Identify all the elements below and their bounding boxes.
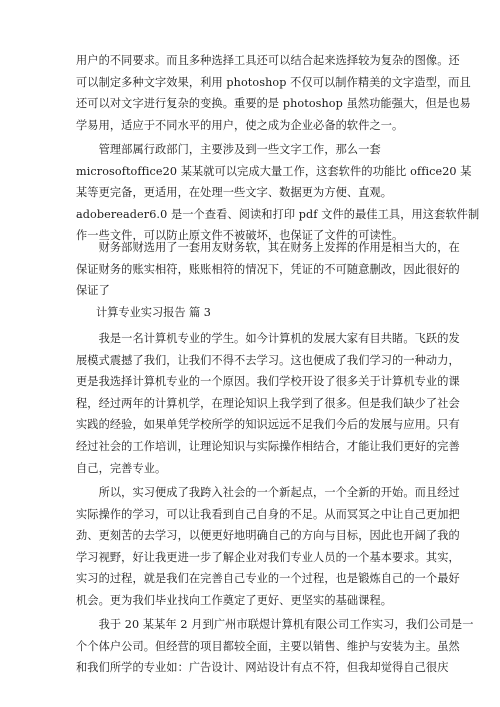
text-line: 展模式震撼了我们，让我们不得不去学习。这也便成了我们学习的一种动力，	[76, 353, 460, 367]
paragraph-internship-start	[76, 482, 460, 612]
text-line: 我是一名计算机专业的学生。如今计算机的发展大家有目共睹。飞跃的发	[76, 332, 460, 345]
text-line: adobereader6.0 是一个查看、阅读和打印 pdf 文件的最佳工具，用这套软件制	[76, 207, 480, 221]
text-line: microsoftoffice20 某某就可以完成大量工作，这套软件的功能比 office20 某	[76, 164, 472, 178]
text-line: 个个体户公司。但经营的项目都较全面，主要以销售、维护与安装为主。虽然	[76, 639, 460, 653]
text-line: 劲、更刻苦的去学习，以便更好地明确自己的方向与目标，因此也开阔了我的	[76, 529, 460, 543]
text-line: 学易用，适应于不同水平的用户，使之成为企业必备的软件之一。	[76, 118, 404, 132]
text-line: 自己，完善专业。	[76, 461, 167, 475]
text-line: 作一些文件，可以防止原文件不被破坏，也保证了文件的可读性。	[76, 229, 404, 243]
text-line: 程，经过两年的计算机学，在理论知识上我学到了很多。但是我们缺少了社会	[76, 396, 460, 410]
text-line: 学习视野，好让我更进一步了解企业对我们专业人员的一个基本要求。其实，	[76, 550, 460, 564]
paragraph-photoshop	[76, 50, 471, 136]
text-line: 可以制定多种文字效果，利用 photoshop 不仅可以制作精美的文字造型，而且	[76, 75, 471, 89]
text-line: 我于 20 某某年 2 月到广州市联煜计算机有限公司工作实习，我们公司是一	[76, 618, 474, 631]
text-line: 保证了	[76, 284, 110, 298]
text-line: 某等更完备，更适用，在处理一些文字、数据更为方便、直观。	[76, 186, 393, 200]
text-line: 保证财务的账实相符，账账相符的情况下，凭证的不可随意删改，因此很好的	[76, 262, 460, 276]
paragraph-intro-student	[76, 328, 460, 479]
text-line: 用户的不同要求。而且多种选择工具还可以结合起来选择较为复杂的图像。还	[76, 54, 460, 67]
paragraph-finance	[76, 237, 460, 302]
text-line: 实习的过程，就是我们在完善自己专业的一个过程，也是锻炼自己的一个最好	[76, 572, 460, 586]
text-line: 实际操作的学习，可以让我看到自己自身的不足。从而冥冥之中让自己更加把	[76, 507, 460, 521]
section-heading: 计算专业实习报告 篇 3	[96, 306, 211, 319]
text-line: 更是我选择计算机专业的一个原因。我们学校开设了很多关于计算机专业的课	[76, 375, 460, 389]
text-line: 管理部属行政部门，主要涉及到一些文字工作，那么一套	[76, 143, 381, 156]
text-line: 实践的经验，如果单凭学校所学的知识远远不足我们今后的发展与应用。只有	[76, 418, 460, 432]
text-line: 机会。更为我们毕业找向工作奠定了更好、更坚实的基础课程。	[76, 593, 393, 607]
text-line: 经过社会的工作培训，让理论知识与实际操作相结合，才能让我们更好的完善	[76, 439, 460, 453]
paragraph-admin-office	[76, 139, 480, 247]
text-line: 财务部财选用了一套用友财务软，其在财务上发挥的作用是相当大的，在	[76, 241, 460, 254]
paragraph-company	[76, 614, 474, 679]
text-line: 和我们所学的专业如：广告设计、网站设计有点不符，但我却觉得自己很庆	[76, 661, 449, 675]
text-line: 所以，实习便成了我跨入社会的一个新起点，一个全新的开始。而且经过	[76, 486, 460, 499]
text-line: 还可以对文字进行复杂的变换。重要的是 photoshop 虽然功能强大，但是也易	[76, 97, 471, 111]
